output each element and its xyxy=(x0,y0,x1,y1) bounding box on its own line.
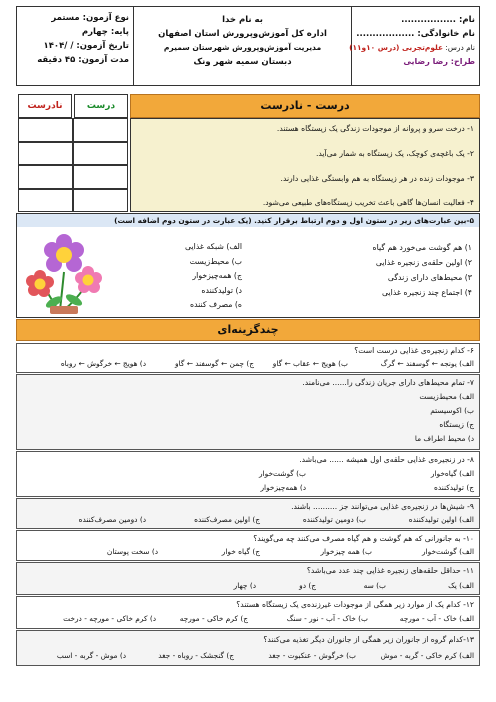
q7-option-a[interactable]: الف) محیط‌زیست xyxy=(419,392,474,401)
flowers-illustration xyxy=(24,228,104,314)
bismillah: به نام خدا xyxy=(222,15,263,25)
match-col1-item: ۳) محیط‌های دارای زندگی xyxy=(387,273,472,282)
q9-option-c[interactable]: ج) اولین مصرف‌کننده xyxy=(194,515,260,524)
q8-option-d[interactable]: د) همه‌چیزخوار xyxy=(260,483,306,492)
q11-option-a[interactable]: الف) یک xyxy=(448,581,474,590)
q11-option-b[interactable]: ب) سه xyxy=(363,581,386,590)
student-name-field[interactable]: نام: ................. xyxy=(401,15,475,25)
match-col1-item: ۲) اولین حلقه‌ی زنجیره غذایی xyxy=(375,258,472,267)
school-info xyxy=(133,7,351,85)
exam-duration: مدت آزمون: ۴۵ دقیقه xyxy=(37,55,129,65)
student-info xyxy=(351,7,479,85)
school-name: دبستان سمیه شهر ونک xyxy=(193,57,292,67)
q8-option-a[interactable]: الف) گیاه‌خوار xyxy=(430,469,474,478)
tf-cell-2-true[interactable] xyxy=(73,142,128,165)
q13-option-b[interactable]: ب) خرگوش - عنکبوت - جغد xyxy=(268,651,356,660)
match-question: ۵-بین عبارت‌های زیر در ستون اول و دوم ارتباط برقرار کنید. (یک عبارت در ستون دوم اضافه است) xyxy=(114,216,474,225)
q6-option-c[interactable]: ج) چمن ← گوسفند ← گاو xyxy=(175,359,254,368)
question-11-text: ۱۱- حداقل حلقه‌های زنجیره غذایی چند عدد می‌باشد؟ xyxy=(306,566,474,575)
match-col2-item: ه) مصرف کننده xyxy=(189,300,242,309)
question-10-text: ۱۰- به جانورانی که هم گوشت و هم گیاه مصرف می‌کنند چه می‌گویند؟ xyxy=(253,534,474,543)
q8-option-c[interactable]: ج) تولیدکننده xyxy=(434,483,474,492)
tf-cell-3-true[interactable] xyxy=(73,165,128,189)
org-line-1: اداره کل آموزش‌وپرورش استان اصفهان xyxy=(158,29,327,39)
question-12-text: ۱۲- کدام یک از موارد زیر همگی از موجودات غیرزنده‌ی یک زیستگاه هستند؟ xyxy=(236,600,474,609)
q10-option-d[interactable]: د) سخت پوستان xyxy=(106,547,158,556)
q9-option-a[interactable]: الف) اولین تولیدکننده xyxy=(408,515,474,524)
match-col2-item: ج) همه‌چیزخوار xyxy=(192,271,242,280)
q9-option-d[interactable]: د) دومین مصرف‌کننده xyxy=(78,515,146,524)
q12-option-a[interactable]: الف) خاک - آب - مورچه xyxy=(399,614,474,623)
match-col-1 xyxy=(302,240,472,300)
match-col1-item: ۱) هم گوشت می‌خورد هم گیاه xyxy=(372,243,472,252)
tf-cell-3-false[interactable] xyxy=(18,165,73,189)
q13-option-d[interactable]: د) موش - گربه - اسب xyxy=(56,651,126,660)
tf-item-4: ۴- فعالیت انسان‌ها گاهی باعث تخریب زیستگاه‌های طبیعی می‌شود. xyxy=(262,198,474,207)
q10-option-c[interactable]: ج) گیاه خوار xyxy=(221,547,260,556)
exam-header xyxy=(16,6,480,86)
match-col2-item: د) تولیدکننده xyxy=(201,285,242,295)
question-13-text: ۱۳-کدام گروه از جانوران زیر همگی از جانوران دیگر تغذیه می‌کنند؟ xyxy=(263,635,474,644)
tf-item-1: ۱- درخت سرو و پروانه از موجودات زندگی یک زیستگاه هستند. xyxy=(276,124,474,133)
q10-option-a[interactable]: الف) گوشت‌خوار xyxy=(422,547,474,556)
q12-option-c[interactable]: ج) کرم خاکی - مورچه xyxy=(179,614,248,623)
q8-option-b[interactable]: ب) گوشت‌خوار xyxy=(259,469,306,478)
exam-type: نوع آزمون: مستمر xyxy=(51,13,129,23)
q13-option-a[interactable]: الف) کرم خاکی - گربه - موش xyxy=(380,651,474,660)
tf-answer-header-true: درست xyxy=(74,94,128,118)
designer-name: طراح: رضا رضایی xyxy=(403,57,475,66)
question-8-text: ۸- در زنجیره‌ی غذایی حلقه‌ی اول همیشه ...... می‌باشد. xyxy=(299,455,474,464)
q11-option-c[interactable]: ج) دو xyxy=(299,581,316,590)
q6-option-d[interactable]: د) هویج ← خرگوش ← روباه xyxy=(60,359,146,368)
tf-answer-grid xyxy=(18,118,128,212)
subject-name: نام درس: علوم‌تجربی (درس ۱۰و۱۱) xyxy=(349,43,475,52)
tf-section-title: درست - نادرست xyxy=(130,94,480,118)
exam-info xyxy=(17,7,133,85)
student-family-field[interactable]: نام خانوادگی: .................. xyxy=(356,29,475,39)
grade: پایه: چهارم xyxy=(81,27,129,37)
tf-cell-4-false[interactable] xyxy=(18,189,73,212)
tf-cell-1-false[interactable] xyxy=(18,118,73,142)
match-col2-item: الف) شبکه غذایی xyxy=(185,242,242,251)
tf-cell-1-true[interactable] xyxy=(73,118,128,142)
q13-option-c[interactable]: ج) گنجشک - روباه - جغد xyxy=(158,651,234,660)
org-line-2: مدیریت آموزش‌وپرورش شهرستان سمیرم xyxy=(163,43,322,52)
tf-item-2: ۲- یک باغچه‌ی کوچک، یک زیستگاه به شمار می‌آید. xyxy=(315,149,474,158)
q12-option-d[interactable]: د) کرم خاکی - مورچه - درخت xyxy=(63,614,156,623)
q7-option-d[interactable]: د) محیط اطراف ما xyxy=(414,434,474,443)
q11-option-d[interactable]: د) چهار xyxy=(233,581,256,590)
q7-option-b[interactable]: ب) اکوسیستم xyxy=(430,406,474,415)
match-col1-item: ۴) اجتماع چند زنجیره غذایی xyxy=(381,288,472,297)
question-7-text: ۷- تمام محیط‌های دارای جریان زندگی را...... می‌نامند. xyxy=(302,378,474,387)
q10-option-b[interactable]: ب) همه چیزخوار xyxy=(320,547,372,556)
match-col2-item: ب) محیط‌زیست xyxy=(189,256,242,266)
q6-option-b[interactable]: ب) هویج ← عقاب ← گاو xyxy=(272,359,348,368)
tf-cell-2-false[interactable] xyxy=(18,142,73,165)
q12-option-b[interactable]: ب) خاک - آب - نور - سنگ xyxy=(286,614,368,623)
tf-answer-header-false: نادرست xyxy=(18,94,72,118)
match-col-2 xyxy=(146,240,242,313)
question-6-text: ۶- کدام زنجیره‌ی غذایی درست است؟ xyxy=(354,346,474,355)
question-9-text: ۹- شیش‌ها در زنجیره‌ی غذایی می‌توانند جز .......... باشند. xyxy=(291,502,474,511)
exam-date: تاریخ آزمون: / /۱۴۰۴ xyxy=(43,41,129,51)
q7-option-c[interactable]: ج) زیستگاه xyxy=(439,420,474,429)
mc-section-title: چندگزینه‌ای xyxy=(16,319,480,341)
tf-item-3: ۳- موجودات زنده در هر زیستگاه به هم وابستگی غذایی دارند. xyxy=(280,174,474,183)
q9-option-b[interactable]: ب) دومین تولیدکننده xyxy=(302,515,366,524)
q6-option-a[interactable]: الف) یونجه ← گوسفند ← گرگ xyxy=(380,359,474,368)
tf-cell-4-true[interactable] xyxy=(73,189,128,212)
